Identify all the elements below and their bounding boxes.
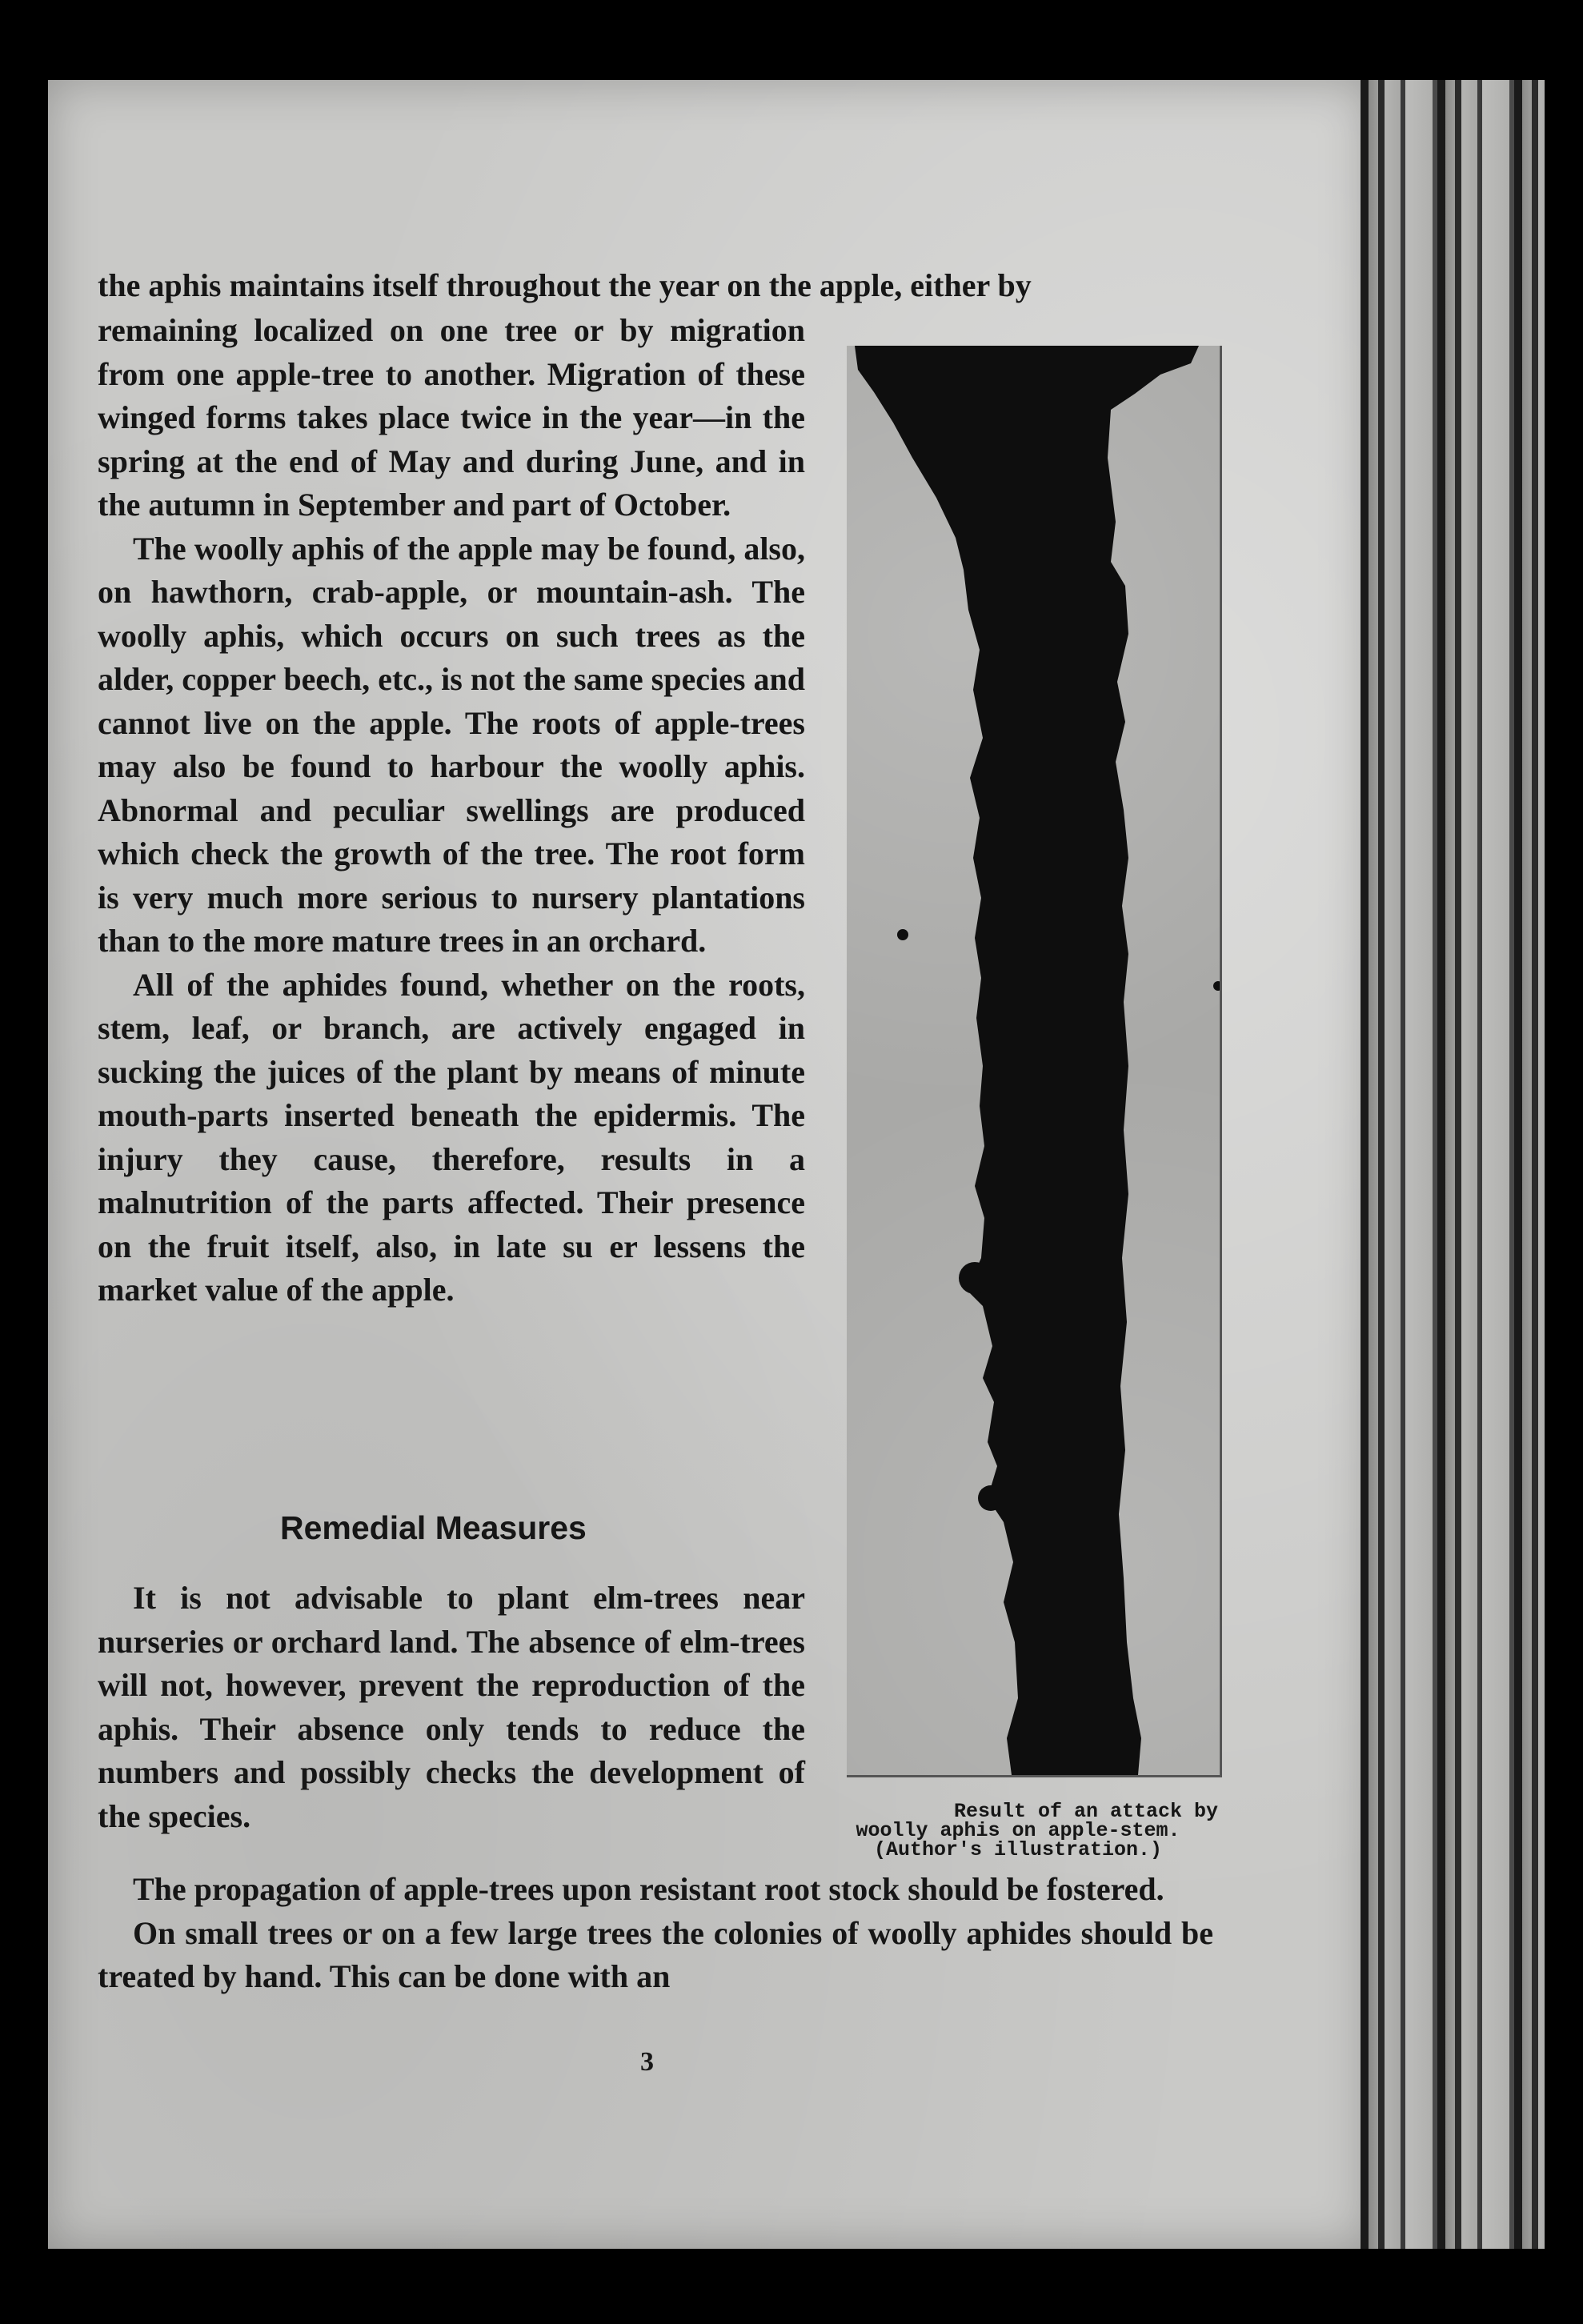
text-full-width: [98, 1868, 1213, 1999]
paragraph-3: All of the aphides found, whether on the roots, stem, leaf, or branch, are actively engaged in sucking the juices of the plant by means of minute mouth-parts inserted beneath the epidermis. The injury they cause, therefore, results in a malnutrition of the parts affected. Their presence on the fruit itself, also, in late su er lessens the market value of the apple.: [98, 966, 805, 1308]
paragraph-2: The woolly aphis of the apple may be found, also, on hawthorn, crab-apple, or mountain-ash. The woolly aphis, which occurs on such trees as the alder, copper beech, etc., is not the same species and cannot live on the apple. The roots of apple-trees may also be found to harbour the woolly aphis. Abnormal and peculiar swellings are produced which check the growth of the tree. The root form is very much more serious to nursery plantations than to the more mature trees in an orchard.: [98, 530, 805, 959]
book-binding-edge: [1361, 80, 1545, 2249]
text-first-line: the aphis maintains itself throughout the year on the apple, either by: [98, 267, 1032, 303]
text-column-top: [98, 309, 805, 1312]
page-number: 3: [640, 2047, 654, 2077]
caption-line-1: Result of an attack by: [953, 1800, 1218, 1823]
paragraph-5: The propagation of apple-trees upon resistant root stock should be fostered.: [133, 1871, 1164, 1907]
paragraph-1-continued: remaining localized on one tree or by migration from one apple-tree to another. Migration of these winged forms takes place twice in the year—in the spring at the end of May and during June, and in the autumn in September and part of October.: [98, 312, 805, 523]
figure-caption: [818, 1802, 1218, 1860]
caption-line-2: woolly aphis on apple-stem.: [856, 1819, 1180, 1842]
caption-line-3: (Author's illustration.): [873, 1838, 1163, 1861]
section-heading: Remedial Measures: [280, 1509, 587, 1546]
paragraph-6: On small trees or on a few large trees the colonies of woolly aphides should be treated by hand. This can be done with an: [98, 1914, 1213, 1994]
apple-stem-photograph: [847, 346, 1222, 1777]
text-column-bottom: [98, 1577, 805, 1838]
paragraph-4: It is not advisable to plant elm-trees near nurseries or orchard land. The absence of elm-trees will not, however, prevent the reproduction of the aphis. Their absence only tends to reduce the numbers and possibly checks the development of the species.: [98, 1580, 805, 1834]
apple-stem-silhouette: [847, 346, 1220, 1775]
